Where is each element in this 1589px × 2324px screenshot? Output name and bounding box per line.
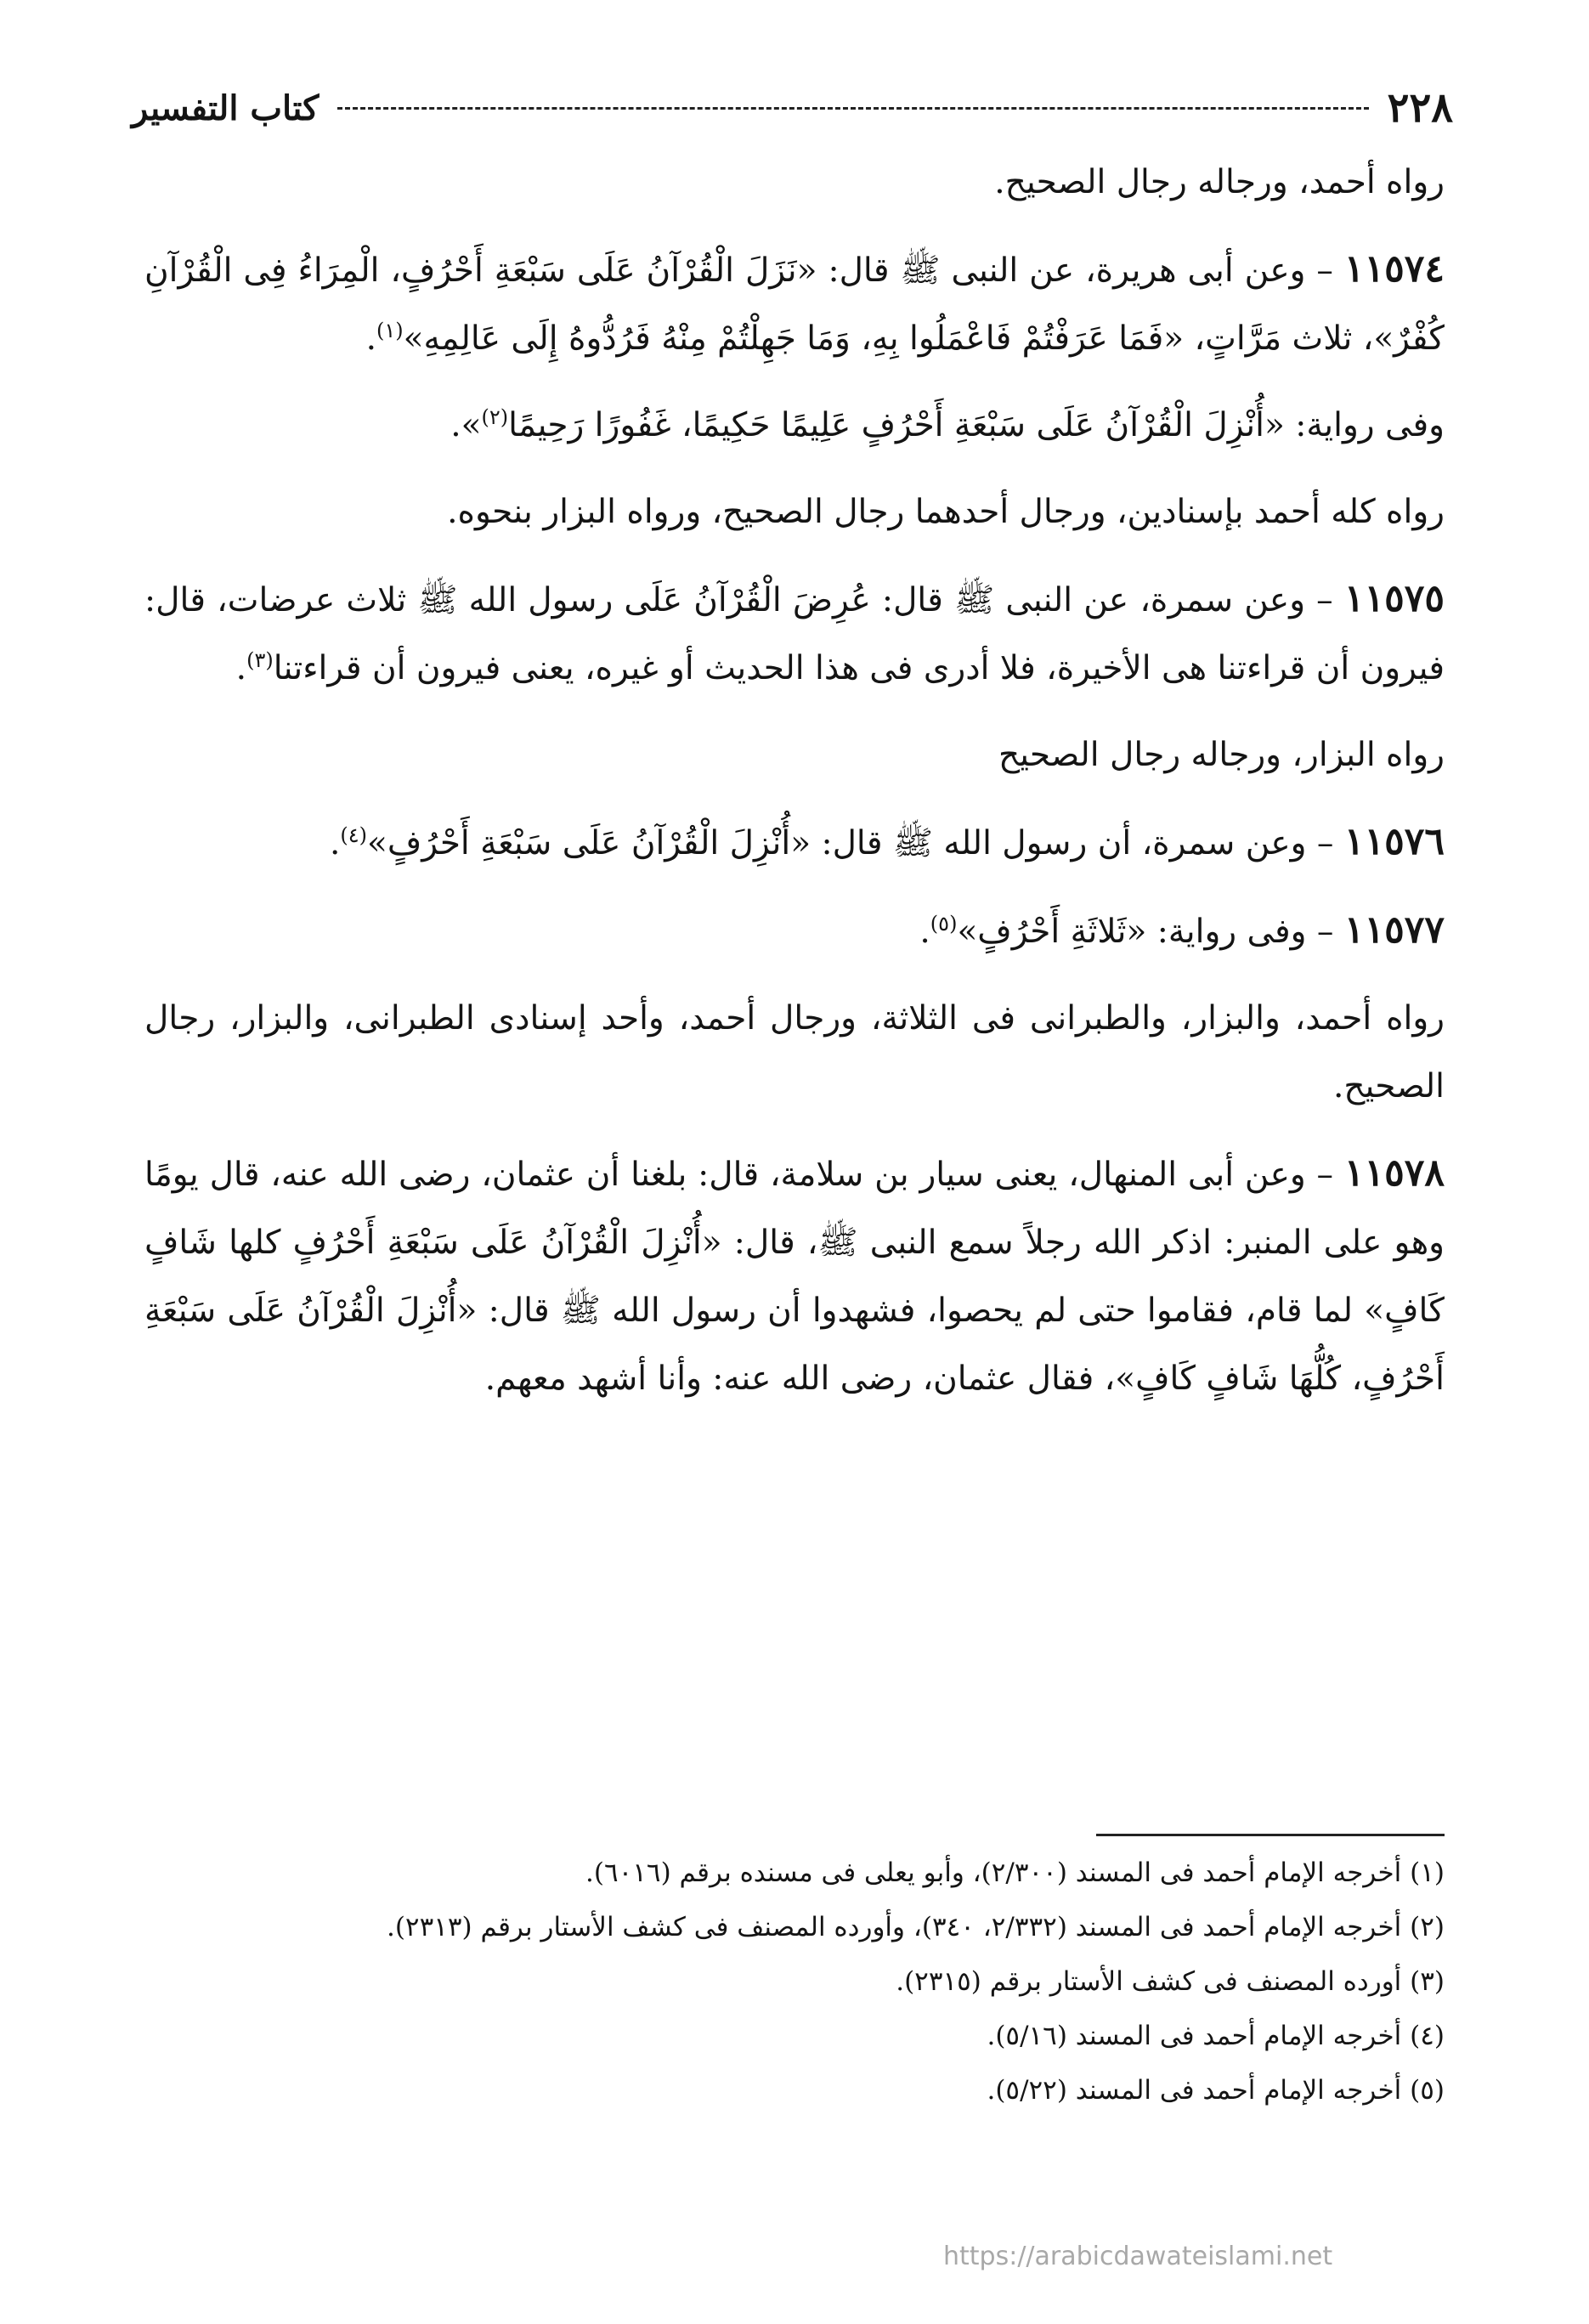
hadith-11577 [144,896,1445,966]
hadith-text: – وعن أبى هريرة، عن النبى ﷺ قال: «نَزَلَ الْقُرْآنُ عَلَى سَبْعَةِ أَحْرُفٍ، الْمِرَاءُ فِى الْقُرْآنِ كُفْرٌ»، ثلاث مَرَّاتٍ، «فَمَا عَرَفْتُمْ فَاعْمَلُوا بِهِ، وَمَا جَهِلْتُمْ مِنْهُ فَرُدُّوهُ إِلَى عَالِمِهِ» [144,252,1445,358]
hadith-number: ١١٥٧٨ [1343,1151,1445,1195]
hadith-text: – وعن سمرة، أن رسول الله ﷺ قال: «أُنْزِلَ الْقُرْآنُ عَلَى سَبْعَةِ أَحْرُفٍ» [367,824,1334,862]
hadith-end: . [329,824,341,862]
main-text [144,149,1445,1432]
hadith-end: . [919,913,930,951]
footnote: (٣) أورده المصنف فى كشف الأستار برقم (٢٣١٥). [896,1966,1445,1997]
footnotes [153,1848,1445,2120]
footnote-ref[interactable]: (٤) [340,823,368,847]
paragraph: رواه كله أحمد بإسنادين، ورجال أحدهما رجال الصحيح، ورواه البزار بنحوه. [447,493,1445,531]
hadith-end: . [365,319,376,358]
footnote-divider [1096,1834,1445,1836]
hadith-11578 [144,1139,1445,1413]
hadith-number: ١١٥٧٦ [1343,820,1445,863]
footnote-ref[interactable]: (٣) [246,648,274,672]
hadith-text: – وعن أبى المنهال، يعنى سيار بن سلامة، قال: بلغنا أن عثمان، رضى الله عنه، قال يومًا وهو على المنبر: اذكر الله رجلاً سمع النبى ﷺ، قال: «أُنْزِلَ الْقُرْآنُ عَلَى سَبْعَةِ أَحْرُفٍ كلها شَافٍ كَافٍ» لما قام، فقاموا حتى لم يحصوا، فشهدوا أن رسول الله ﷺ قال: «أُنْزِلَ الْقُرْآنُ عَلَى سَبْعَةِ أَحْرُفٍ، كُلُّهَا شَافٍ كَافٍ»، فقال عثمان، رضى الله عنه: وأنا أشهد معهم. [144,1156,1445,1398]
variant-text: وفى رواية: «أُنْزِلَ الْقُرْآنُ عَلَى سَبْعَةِ أَحْرُفٍ عَلِيمًا حَكِيمًا، غَفُورًا رَحِيمًا [508,406,1445,444]
hadith-11576 [144,808,1445,878]
hadith-11574 [144,235,1445,373]
footnote-ref[interactable]: (٥) [930,912,958,936]
hadith-11575 [144,565,1445,703]
variant-end: ». [450,406,482,444]
paragraph: رواه أحمد، والبزار، والطبرانى فى الثلاثة، ورجال أحمد، وأحد إسنادى الطبرانى، والبزار، رجال الصحيح. [144,999,1445,1105]
footnote: (١) أخرجه الإمام أحمد فى المسند (٢/٣٠٠)، وأبو يعلى فى مسنده برقم (٦٠١٦). [585,1858,1445,1888]
footnote-ref[interactable]: (٢) [481,405,509,429]
variant-narration [144,392,1445,460]
book-title: كتاب التفسير [132,88,319,128]
watermark: https://arabicdawateislami.net [943,2242,1333,2271]
footnote: (٥) أخرجه الإمام أحمد فى المسند (٥/٢٢). [987,2075,1445,2106]
hadith-text: – وفى رواية: «ثَلاثَةِ أَحْرُفٍ» [957,913,1334,951]
header-divider [337,107,1368,110]
footnote-ref[interactable]: (١) [376,319,404,342]
footnote: (٤) أخرجه الإمام أحمد فى المسند (٥/١٦). [987,2021,1445,2051]
page-header [132,78,1453,138]
page-number: ٢٢٨ [1387,84,1453,132]
hadith-number: ١١٥٧٥ [1343,577,1445,620]
hadith-number: ١١٥٧٧ [1343,908,1445,952]
footnote: (٢) أخرجه الإمام أحمد فى المسند (٢/٣٣٢، ٣٤٠)، وأورده المصنف فى كشف الأستار برقم (٢٣١٣). [386,1912,1445,1942]
hadith-number: ١١٥٧٤ [1343,247,1445,291]
hadith-end: . [235,649,247,687]
paragraph: رواه البزار، ورجاله رجال الصحيح [998,736,1445,774]
hadith-text: – وعن سمرة، عن النبى ﷺ قال: عُرِضَ الْقُرْآنُ عَلَى رسول الله ﷺ ثلاث عرضات، قال: فيرون أن قراءتنا هى الأخيرة، فلا أدرى فى هذا الحديث أو غيره، يعنى فيرون أن قراءتنا [144,581,1445,687]
paragraph: رواه أحمد، ورجاله رجال الصحيح. [994,163,1445,201]
